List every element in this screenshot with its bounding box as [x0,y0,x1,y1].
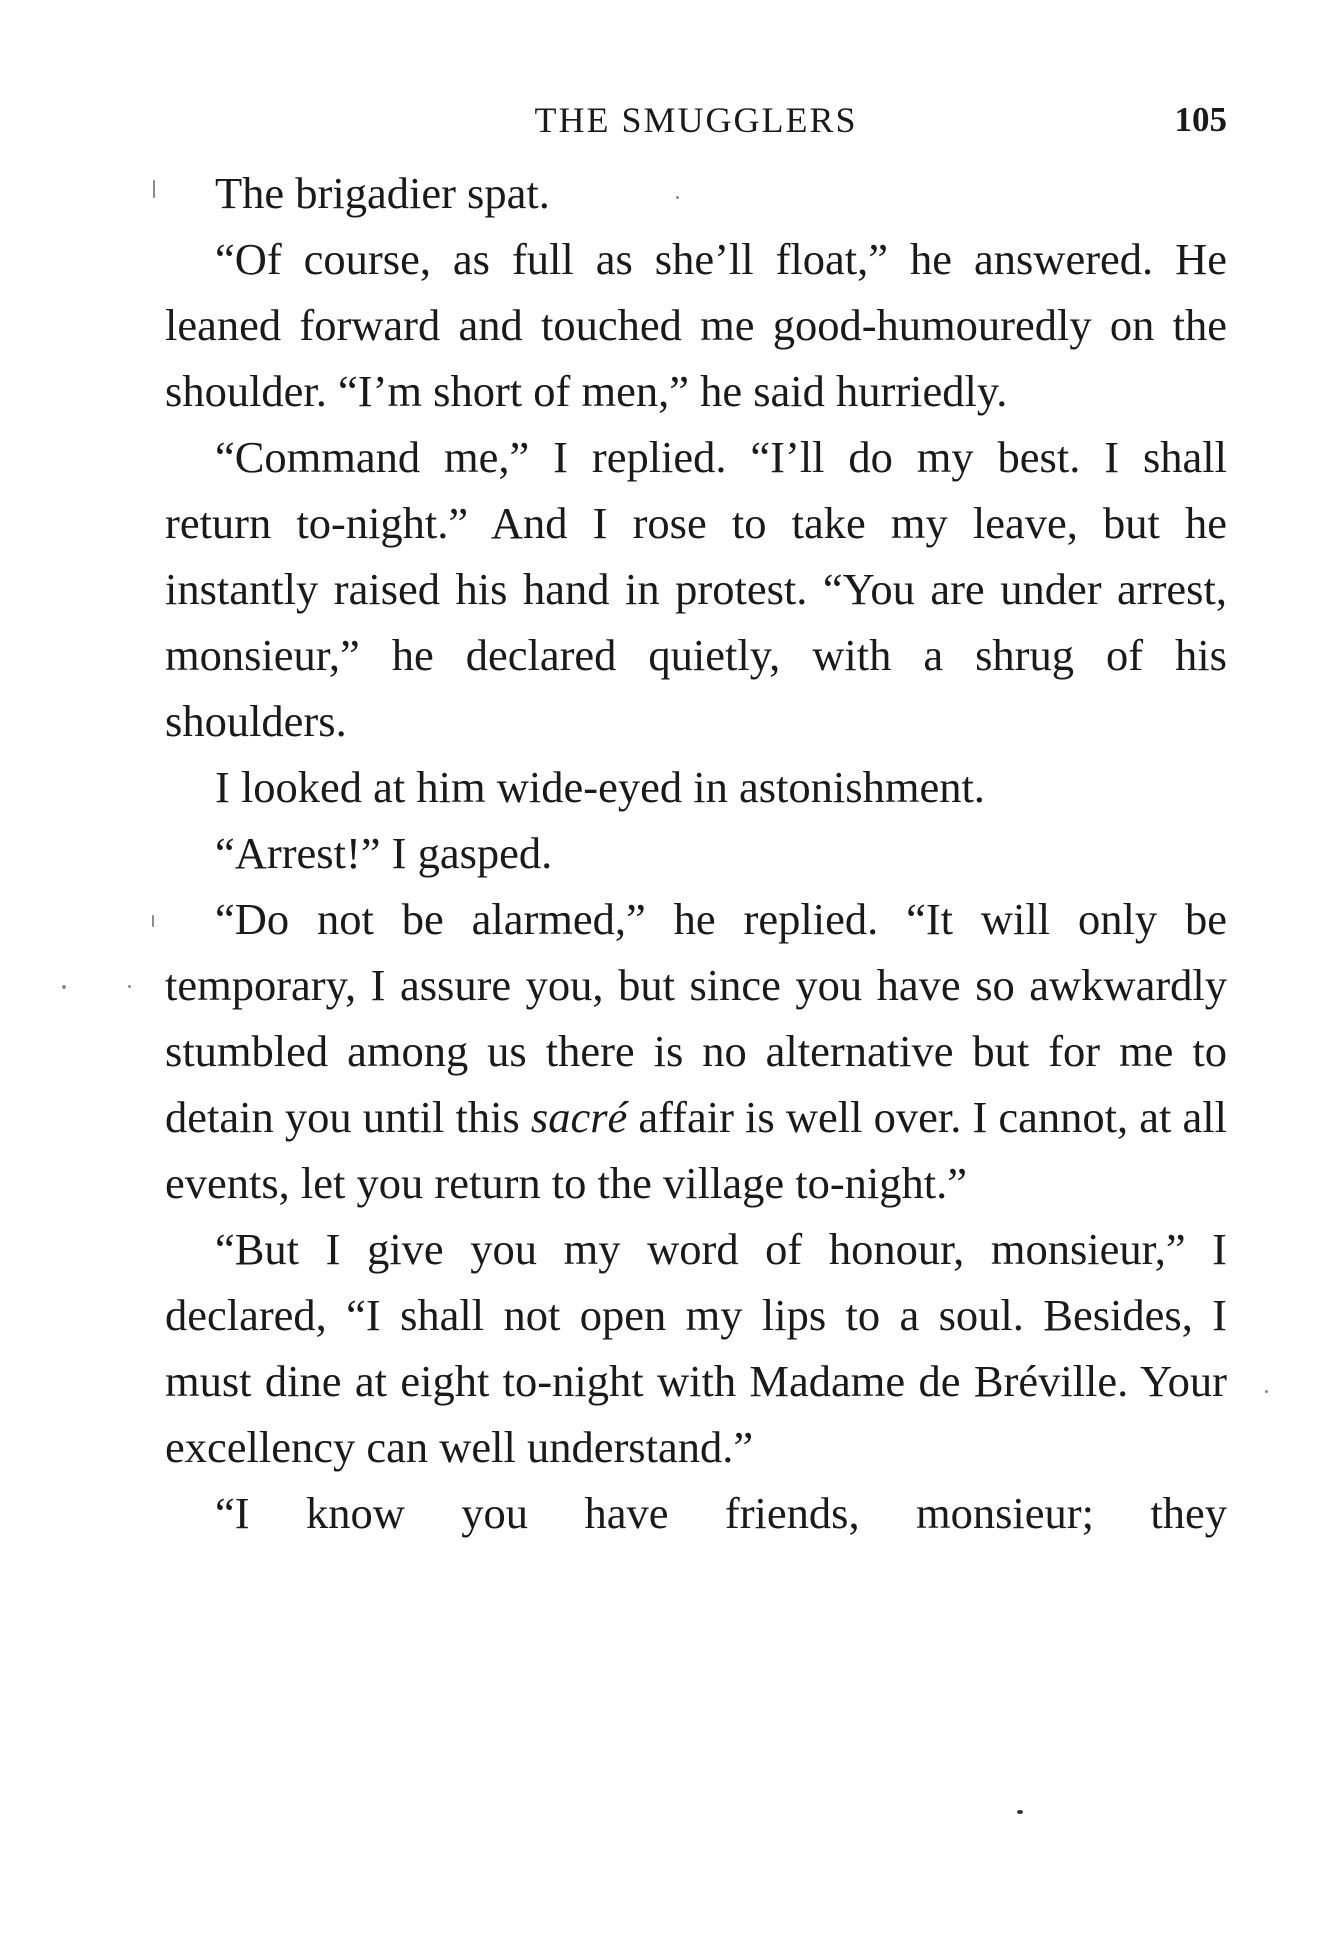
paragraph-6-part-1: “Do not be alarmed,” he replied. “It will only be temporary, I assure you, but since you have so awkwardly stumbled among us there is no alternative but for me to detain you until this [165,894,1227,1142]
scan-speck [152,915,154,927]
scan-speck [62,985,66,989]
paragraph-6 [165,886,1227,1216]
paragraph-8: “I know you have friends, monsieur; they [215,1488,1227,1538]
scan-speck [153,180,155,198]
paragraph-2: “Of course, as full as she’ll float,” he answered. He leaned forward and touched me good-humouredly on the shoulder. “I’m short of men,” he said hurriedly. [165,234,1227,416]
paragraph-1: The brigadier spat. [215,168,550,218]
scan-speck [1017,1810,1023,1814]
paragraph-4: I looked at him wide-eyed in astonishment. [215,762,985,812]
paragraph-3: “Command me,” I replied. “I’ll do my best. I shall return to-night.” And I rose to take my leave, but he instantly raised his hand in protest. “You are under arrest, monsieur,” he declared quietly, with a shrug of his shoulders. [165,432,1227,746]
body-text [165,160,1227,1546]
running-head [165,92,1227,148]
paragraph-6-part-2: affair is well over. I cannot, at all events, let you return to the village to-night.” [165,1092,1227,1208]
scan-speck [128,985,131,988]
running-title: THE SMUGGLERS [534,100,858,140]
scan-speck [1265,1390,1268,1393]
paragraph-5: “Arrest!” I gasped. [215,828,553,878]
italic-word-sacre: sacré [530,1092,628,1142]
scan-speck [676,196,679,199]
paragraph-7: “But I give you my word of honour, monsieur,” I declared, “I shall not open my lips to a soul. Besides, I must dine at eight to-night with Madame de Bréville. Your excellency can well understand.” [165,1224,1227,1472]
page-number: 105 [1174,100,1227,139]
